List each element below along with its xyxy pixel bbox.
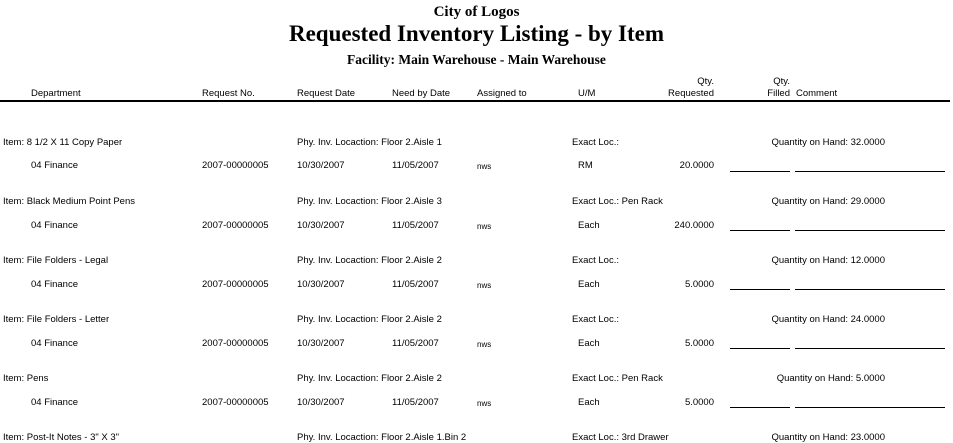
comment-blank: [795, 230, 945, 231]
item-quantity-on-hand: Quantity on Hand: 29.0000: [771, 196, 885, 207]
line-need-by-date: 11/05/2007: [392, 279, 439, 290]
line-request-no: 2007-00000005: [202, 338, 269, 349]
line-qty-requested: 5.0000: [684, 279, 714, 290]
col-request-no: Request No.: [202, 88, 255, 99]
comment-blank: [795, 289, 945, 290]
line-request-no: 2007-00000005: [202, 279, 269, 290]
line-assigned-to: nws: [477, 281, 492, 290]
qty-filled-blank: [730, 348, 790, 349]
item-location: Phy. Inv. Locaction: Floor 2.Aisle 2: [297, 373, 442, 384]
col-request-date: Request Date: [297, 88, 356, 99]
item-exact-location: Exact Loc.:: [572, 314, 619, 325]
line-department: 04 Finance: [31, 279, 79, 290]
line-request-date: 10/30/2007: [297, 397, 345, 408]
qty-filled-blank: [730, 289, 790, 290]
item-quantity-on-hand: Quantity on Hand: 5.0000: [776, 373, 885, 384]
item-name: Item: Pens: [3, 373, 49, 384]
line-um: Each: [578, 279, 600, 290]
item-name: Item: 8 1/2 X 11 Copy Paper: [3, 137, 123, 148]
item-location: Phy. Inv. Locaction: Floor 2.Aisle 2: [297, 255, 442, 266]
col-qty-requested-top: Qty.: [697, 76, 714, 87]
item-name: Item: File Folders - Legal: [3, 255, 109, 266]
col-department: Department: [31, 88, 81, 99]
item-location: Phy. Inv. Locaction: Floor 2.Aisle 1.Bin 2: [297, 432, 467, 443]
org-name: City of Logos: [433, 4, 520, 20]
line-department: 04 Finance: [31, 220, 79, 231]
qty-filled-blank: [730, 171, 790, 172]
item-quantity-on-hand: Quantity on Hand: 12.0000: [771, 255, 885, 266]
line-need-by-date: 11/05/2007: [392, 338, 439, 349]
line-um: Each: [578, 338, 600, 349]
line-assigned-to: nws: [477, 222, 492, 231]
line-qty-requested: 5.0000: [684, 338, 714, 349]
col-qty-filled-top: Qty.: [773, 76, 790, 87]
item-quantity-on-hand: Quantity on Hand: 23.0000: [771, 432, 885, 443]
item-quantity-on-hand: Quantity on Hand: 24.0000: [771, 314, 885, 325]
col-qty-filled: Filled: [767, 88, 790, 99]
line-need-by-date: 11/05/2007: [392, 160, 439, 171]
col-need-by-date: Need by Date: [392, 88, 451, 99]
line-um: RM: [578, 160, 593, 171]
comment-blank: [795, 348, 945, 349]
line-request-date: 10/30/2007: [297, 160, 345, 171]
line-assigned-to: nws: [477, 340, 492, 349]
line-qty-requested: 240.0000: [674, 220, 714, 231]
comment-blank: [795, 407, 945, 408]
item-name: Item: Post-It Notes - 3" X 3": [3, 432, 120, 443]
line-need-by-date: 11/05/2007: [392, 397, 439, 408]
item-name: Item: File Folders - Letter: [3, 314, 110, 325]
item-location: Phy. Inv. Locaction: Floor 2.Aisle 3: [297, 196, 442, 207]
col-assigned-to: Assigned to: [477, 88, 527, 99]
col-comment: Comment: [796, 88, 838, 99]
col-qty-requested: Requested: [668, 88, 714, 99]
facility-line: Facility: Main Warehouse - Main Warehouse: [347, 52, 606, 67]
item-exact-location: Exact Loc.: Pen Rack: [572, 373, 663, 384]
report-title: Requested Inventory Listing - by Item: [288, 21, 665, 46]
qty-filled-blank: [730, 230, 790, 231]
line-department: 04 Finance: [31, 338, 79, 349]
item-exact-location: Exact Loc.:: [572, 255, 619, 266]
item-exact-location: Exact Loc.: 3rd Drawer: [572, 432, 669, 443]
line-assigned-to: nws: [477, 399, 492, 408]
line-assigned-to: nws: [477, 162, 492, 171]
item-quantity-on-hand: Quantity on Hand: 32.0000: [771, 137, 885, 148]
qty-filled-blank: [730, 407, 790, 408]
item-exact-location: Exact Loc.: Pen Rack: [572, 196, 663, 207]
item-name: Item: Black Medium Point Pens: [3, 196, 135, 207]
line-need-by-date: 11/05/2007: [392, 220, 439, 231]
comment-blank: [795, 171, 945, 172]
line-um: Each: [578, 397, 600, 408]
line-request-date: 10/30/2007: [297, 338, 345, 349]
line-request-no: 2007-00000005: [202, 397, 269, 408]
item-location: Phy. Inv. Locaction: Floor 2.Aisle 2: [297, 314, 442, 325]
item-location: Phy. Inv. Locaction: Floor 2.Aisle 1: [297, 137, 442, 148]
line-qty-requested: 5.0000: [684, 397, 714, 408]
line-request-no: 2007-00000005: [202, 220, 269, 231]
line-department: 04 Finance: [31, 160, 79, 171]
col-um: U/M: [578, 88, 596, 99]
header-rule: [0, 100, 950, 102]
line-request-date: 10/30/2007: [297, 279, 345, 290]
line-request-date: 10/30/2007: [297, 220, 345, 231]
item-exact-location: Exact Loc.:: [572, 137, 619, 148]
line-um: Each: [578, 220, 600, 231]
line-request-no: 2007-00000005: [202, 160, 269, 171]
line-qty-requested: 20.0000: [679, 160, 714, 171]
line-department: 04 Finance: [31, 397, 79, 408]
